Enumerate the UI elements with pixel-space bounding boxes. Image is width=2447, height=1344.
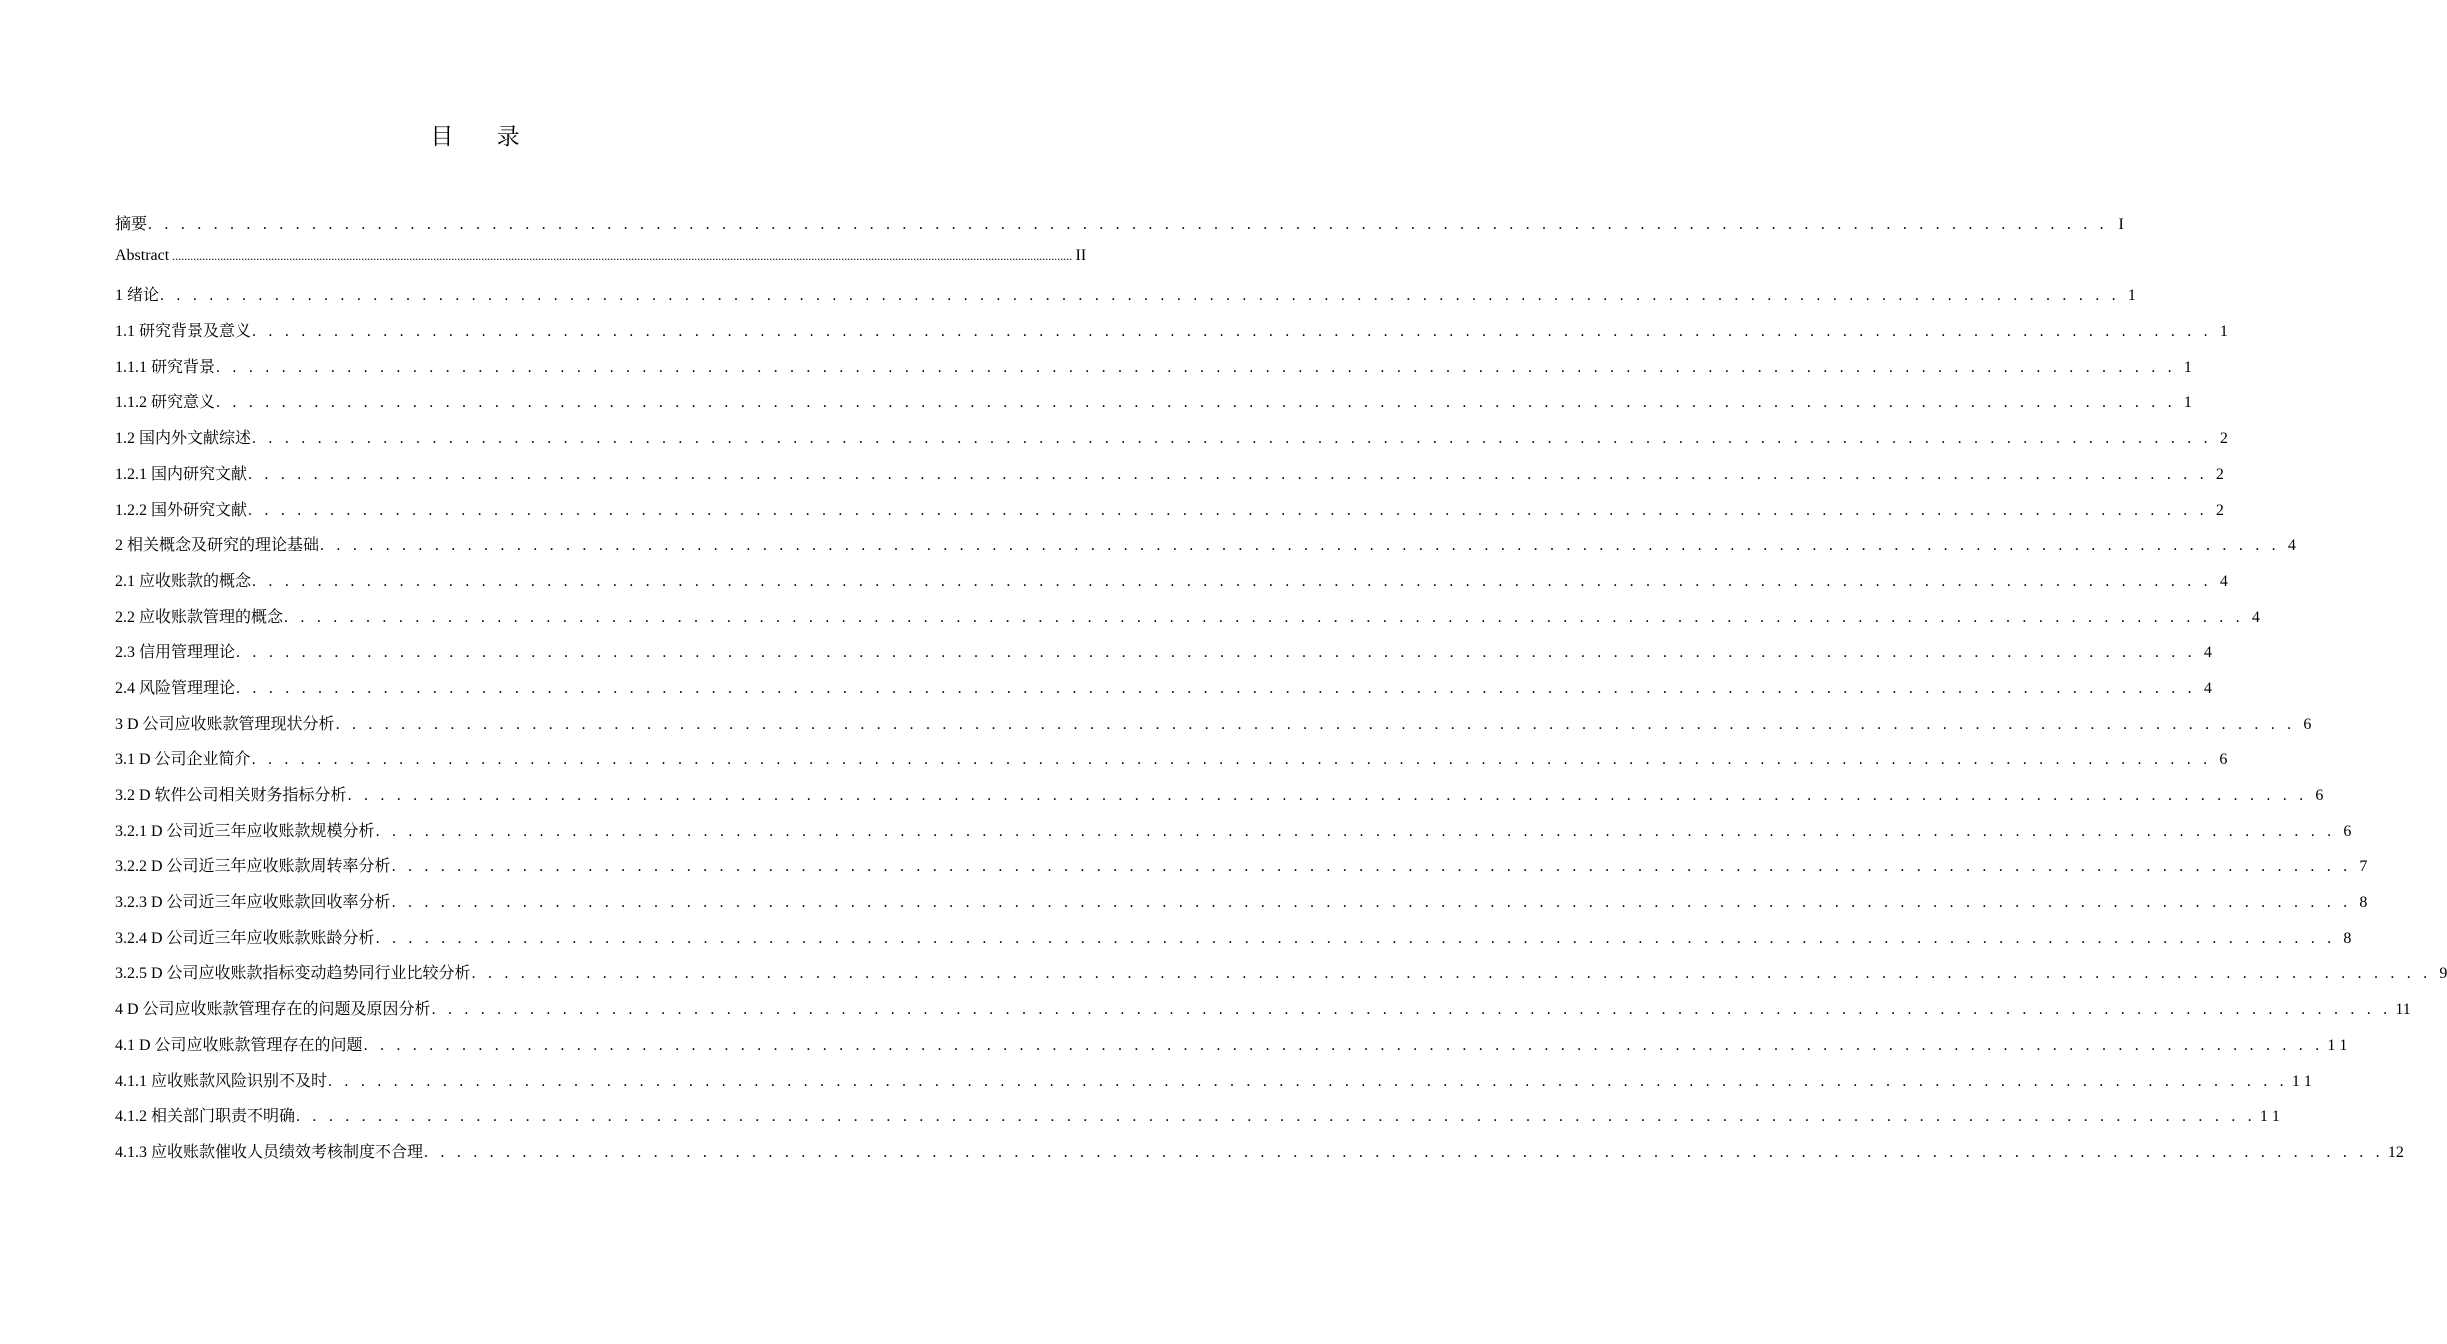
toc-entry[interactable] bbox=[115, 1139, 2404, 1175]
toc-dot-leader: . . . . . . . . . . . . . . . . . . . . . . . . . . . . . . . . . . . . . . . . . . . . . . . . . . . . . . . . . . . . . . . . . . . . . . . . . . . . . . . . . . . . . . . . . . . . . . . . . . . . . . . . . . . . . . . . . . . . . . . . bbox=[148, 216, 2108, 233]
toc-entry[interactable] bbox=[115, 675, 2212, 711]
toc-dot-leader: . . . . . . . . . . . . . . . . . . . . . . . . . . . . . . . . . . . . . . . . . . . . . . . . . . . . . . . . . . . . . . . . . . . . . . . . . . . . . . . . . . . . . . . . . . . . . . . . . . . . . . . . . . . . . . . . . . . . . . . . bbox=[248, 501, 2208, 519]
toc-entry-label: 3.2.1 D 公司近三年应收账款规模分析 bbox=[115, 822, 375, 840]
toc-entry-label: 1.2.1 国内研究文献 bbox=[115, 465, 248, 483]
toc-entry-page-number: 1 bbox=[2183, 358, 2192, 376]
toc-entry[interactable] bbox=[115, 818, 2352, 854]
toc-entry[interactable] bbox=[115, 996, 2411, 1032]
toc-entry-page-number: 6 bbox=[2219, 751, 2228, 769]
toc-entry-page-number: 1 bbox=[2127, 287, 2136, 305]
toc-dot-leader: . . . . . . . . . . . . . . . . . . . . . . . . . . . . . . . . . . . . . . . . . . . . . . . . . . . . . . . . . . . . . . . . . . . . . . . . . . . . . . . . . . . . . . . . . . . . . . . . . . . . . . . . . . . . . . . . . . . . . . . . bbox=[160, 287, 2120, 305]
toc-entry-label: 2.3 信用管理理论 bbox=[115, 644, 236, 662]
toc-entry-label: 1.1 研究背景及意义 bbox=[115, 323, 252, 341]
toc-entry[interactable] bbox=[115, 1103, 2280, 1139]
toc-entry-page-number: 1 bbox=[2219, 323, 2228, 341]
toc-dot-leader: . . . . . . . . . . . . . . . . . . . . . . . . . . . . . . . . . . . . . . . . . . . . . . . . . . . . . . . . . . . . . . . . . . . . . . . . . . . . . . . . . . . . . . . . . . . . . . . . . . . . . . . . . . . . . . . . . . . . . . . . bbox=[252, 430, 2212, 448]
toc-entry-label: 3.2.4 D 公司近三年应收账款账龄分析 bbox=[115, 929, 375, 947]
page-title: 目 录 bbox=[430, 124, 538, 150]
toc-entry[interactable] bbox=[115, 639, 2212, 675]
toc-entry[interactable] bbox=[115, 532, 2296, 568]
toc-entry-label: 3.1 D 公司企业简介 bbox=[115, 751, 251, 769]
toc-entry[interactable] bbox=[115, 853, 2368, 889]
toc-entry-label: 2.1 应收账款的概念 bbox=[115, 572, 252, 590]
toc-dot-leader: . . . . . . . . . . . . . . . . . . . . . . . . . . . . . . . . . . . . . . . . . . . . . . . . . . . . . . . . . . . . . . . . . . . . . . . . . . . . . . . . . . . . . . . . . . . . . . . . . . . . . . . . . . . . . . . . . . . . . . . . bbox=[391, 894, 2352, 912]
toc-entry-label: 摘要 bbox=[115, 216, 148, 233]
toc-entry-label: 3.2.3 D 公司近三年应收账款回收率分析 bbox=[115, 894, 391, 912]
toc-entry-label: 3.2 D 软件公司相关财务指标分析 bbox=[115, 787, 347, 804]
toc-entry-label: 2.2 应收账款管理的概念 bbox=[115, 608, 284, 626]
toc-entry-page-number: 2 bbox=[2215, 501, 2224, 519]
toc-dot-leader: . . . . . . . . . . . . . . . . . . . . . . . . . . . . . . . . . . . . . . . . . . . . . . . . . . . . . . . . . . . . . . . . . . . . . . . . . . . . . . . . . . . . . . . . . . . . . . . . . . . . . . . . . . . . . . . . . . . . . . . . bbox=[252, 323, 2212, 341]
toc-entry[interactable] bbox=[115, 282, 2136, 318]
toc-entry[interactable] bbox=[115, 497, 2224, 533]
toc-entry-page-number: 9 bbox=[2439, 965, 2447, 983]
toc-entry-page-number: 2 bbox=[2215, 465, 2224, 483]
toc-entry-page-number: 4 bbox=[2203, 679, 2212, 697]
toc-entry[interactable] bbox=[115, 568, 2228, 604]
toc-entry-label: 4.1.3 应收账款催收人员绩效考核制度不合理 bbox=[115, 1143, 424, 1161]
toc-entry[interactable] bbox=[115, 1032, 2348, 1068]
toc-entry-page-number: 1 1 bbox=[2259, 1108, 2280, 1126]
toc-dot-leader: . . . . . . . . . . . . . . . . . . . . . . . . . . . . . . . . . . . . . . . . . . . . . . . . . . . . . . . . . . . . . . . . . . . . . . . . . . . . . . . . . . . . . . . . . . . . . . . . . . . . . . . . . . . . . . . . . . . . . . . . bbox=[236, 644, 2196, 662]
toc-entry[interactable] bbox=[115, 604, 2260, 640]
toc-entry[interactable] bbox=[115, 246, 1087, 283]
toc-entry[interactable] bbox=[115, 960, 2447, 996]
toc-entry[interactable] bbox=[115, 211, 2124, 247]
toc-entry-page-number: 6 bbox=[2303, 715, 2312, 733]
toc-entry-label: 1.1.2 研究意义 bbox=[115, 394, 216, 412]
toc-dot-leader: . . . . . . . . . . . . . . . . . . . . . . . . . . . . . . . . . . . . . . . . . . . . . . . . . . . . . . . . . . . . . . . . . . . . . . . . . . . . . . . . . . . . . . . . . . . . . . . . . . . . . . . . . . . . . . . . . . . . . . . . bbox=[347, 787, 2308, 804]
toc-entry-label: 3 D 公司应收账款管理现状分析 bbox=[115, 715, 335, 733]
toc-entry-page-number: II bbox=[1075, 246, 1087, 264]
toc-entry-page-number: 4 bbox=[2219, 572, 2228, 590]
toc-entry[interactable] bbox=[115, 889, 2368, 925]
toc-dot-leader: . . . . . . . . . . . . . . . . . . . . . . . . . . . . . . . . . . . . . . . . . . . . . . . . . . . . . . . . . . . . . . . . . . . . . . . . . . . . . . . . . . . . . . . . . . . . . . . . . . . . . . . . . . . . . . . . . . . . . . . . bbox=[252, 572, 2212, 590]
toc-dot-leader: ............................................................................................................................................................................................................................................................................................................ bbox=[172, 248, 1073, 263]
toc-dot-leader: . . . . . . . . . . . . . . . . . . . . . . . . . . . . . . . . . . . . . . . . . . . . . . . . . . . . . . . . . . . . . . . . . . . . . . . . . . . . . . . . . . . . . . . . . . . . . . . . . . . . . . . . . . . . . . . . . . . . . . . . bbox=[328, 1072, 2288, 1090]
toc-entry-page-number: 8 bbox=[2359, 894, 2368, 912]
toc-dot-leader: . . . . . . . . . . . . . . . . . . . . . . . . . . . . . . . . . . . . . . . . . . . . . . . . . . . . . . . . . . . . . . . . . . . . . . . . . . . . . . . . . . . . . . . . . . . . . . . . . . . . . . . . . . . . . . . . . . . . . . . . bbox=[471, 965, 2432, 983]
toc-entry-label: 4.1.1 应收账款风险识别不及时 bbox=[115, 1072, 328, 1090]
toc-entry-label: 4.1.2 相关部门职责不明确 bbox=[115, 1108, 296, 1126]
toc-dot-leader: . . . . . . . . . . . . . . . . . . . . . . . . . . . . . . . . . . . . . . . . . . . . . . . . . . . . . . . . . . . . . . . . . . . . . . . . . . . . . . . . . . . . . . . . . . . . . . . . . . . . . . . . . . . . . . . . . . . . . . . . bbox=[375, 929, 2336, 947]
table-of-contents bbox=[115, 211, 2447, 1175]
toc-entry-page-number: I bbox=[2118, 216, 2124, 233]
toc-entry[interactable] bbox=[115, 389, 2192, 425]
toc-entry-label: 1.2.2 国外研究文献 bbox=[115, 501, 248, 519]
toc-entry-label: 2 相关概念及研究的理论基础 bbox=[115, 537, 320, 555]
toc-entry-label: Abstract bbox=[115, 246, 170, 264]
toc-dot-leader: . . . . . . . . . . . . . . . . . . . . . . . . . . . . . . . . . . . . . . . . . . . . . . . . . . . . . . . . . . . . . . . . . . . . . . . . . . . . . . . . . . . . . . . . . . . . . . . . . . . . . . . . . . . . . . . . . . . . . . . . bbox=[251, 751, 2212, 769]
toc-entry-page-number: 1 1 bbox=[2291, 1072, 2312, 1090]
toc-entry-label: 3.2.2 D 公司近三年应收账款周转率分析 bbox=[115, 858, 391, 876]
toc-entry-page-number: 11 bbox=[2395, 1001, 2411, 1019]
toc-entry-page-number: 6 bbox=[2343, 822, 2352, 840]
toc-entry-page-number: 6 bbox=[2315, 787, 2324, 804]
toc-dot-leader: . . . . . . . . . . . . . . . . . . . . . . . . . . . . . . . . . . . . . . . . . . . . . . . . . . . . . . . . . . . . . . . . . . . . . . . . . . . . . . . . . . . . . . . . . . . . . . . . . . . . . . . . . . . . . . . . . . . . . . . . bbox=[248, 465, 2208, 483]
toc-entry-page-number: 4 bbox=[2287, 537, 2296, 555]
toc-dot-leader: . . . . . . . . . . . . . . . . . . . . . . . . . . . . . . . . . . . . . . . . . . . . . . . . . . . . . . . . . . . . . . . . . . . . . . . . . . . . . . . . . . . . . . . . . . . . . . . . . . . . . . . . . . . . . . . . . . . . . . . . bbox=[375, 822, 2336, 840]
toc-entry-page-number: 12 bbox=[2387, 1143, 2404, 1161]
toc-entry[interactable] bbox=[115, 782, 2324, 818]
toc-entry-label: 1.2 国内外文献综述 bbox=[115, 430, 252, 448]
toc-entry-label: 3.2.5 D 公司应收账款指标变动趋势同行业比较分析 bbox=[115, 965, 471, 983]
toc-entry[interactable] bbox=[115, 925, 2352, 961]
toc-dot-leader: . . . . . . . . . . . . . . . . . . . . . . . . . . . . . . . . . . . . . . . . . . . . . . . . . . . . . . . . . . . . . . . . . . . . . . . . . . . . . . . . . . . . . . . . . . . . . . . . . . . . . . . . . . . . . . . . . . . . . . . . bbox=[335, 715, 2296, 733]
toc-dot-leader: . . . . . . . . . . . . . . . . . . . . . . . . . . . . . . . . . . . . . . . . . . . . . . . . . . . . . . . . . . . . . . . . . . . . . . . . . . . . . . . . . . . . . . . . . . . . . . . . . . . . . . . . . . . . . . . . . . . . . . . . bbox=[216, 358, 2176, 376]
toc-dot-leader: . . . . . . . . . . . . . . . . . . . . . . . . . . . . . . . . . . . . . . . . . . . . . . . . . . . . . . . . . . . . . . . . . . . . . . . . . . . . . . . . . . . . . . . . . . . . . . . . . . . . . . . . . . . . . . . . . . . . . . . . bbox=[320, 537, 2280, 555]
toc-entry[interactable] bbox=[115, 461, 2224, 497]
toc-dot-leader: . . . . . . . . . . . . . . . . . . . . . . . . . . . . . . . . . . . . . . . . . . . . . . . . . . . . . . . . . . . . . . . . . . . . . . . . . . . . . . . . . . . . . . . . . . . . . . . . . . . . . . . . . . . . . . . . . . . . . . . . bbox=[216, 394, 2176, 412]
toc-entry[interactable] bbox=[115, 318, 2228, 354]
toc-entry-page-number: 1 bbox=[2183, 394, 2192, 412]
toc-entry[interactable] bbox=[115, 425, 2228, 461]
toc-dot-leader: . . . . . . . . . . . . . . . . . . . . . . . . . . . . . . . . . . . . . . . . . . . . . . . . . . . . . . . . . . . . . . . . . . . . . . . . . . . . . . . . . . . . . . . . . . . . . . . . . . . . . . . . . . . . . . . . . . . . . . . . bbox=[363, 1036, 2324, 1054]
toc-entry-label: 1.1.1 研究背景 bbox=[115, 358, 216, 376]
toc-entry-page-number: 4 bbox=[2203, 644, 2212, 662]
toc-entry[interactable] bbox=[115, 1068, 2312, 1104]
toc-entry[interactable] bbox=[115, 354, 2192, 390]
toc-entry[interactable] bbox=[115, 746, 2228, 782]
toc-entry-label: 2.4 风险管理理论 bbox=[115, 679, 236, 697]
toc-dot-leader: . . . . . . . . . . . . . . . . . . . . . . . . . . . . . . . . . . . . . . . . . . . . . . . . . . . . . . . . . . . . . . . . . . . . . . . . . . . . . . . . . . . . . . . . . . . . . . . . . . . . . . . . . . . . . . . . . . . . . . . . bbox=[296, 1108, 2256, 1126]
toc-dot-leader: . . . . . . . . . . . . . . . . . . . . . . . . . . . . . . . . . . . . . . . . . . . . . . . . . . . . . . . . . . . . . . . . . . . . . . . . . . . . . . . . . . . . . . . . . . . . . . . . . . . . . . . . . . . . . . . . . . . . . . . . bbox=[431, 1001, 2392, 1019]
toc-entry-page-number: 8 bbox=[2343, 929, 2352, 947]
toc-entry[interactable] bbox=[115, 711, 2312, 747]
toc-entry-label: 4.1 D 公司应收账款管理存在的问题 bbox=[115, 1036, 363, 1054]
toc-dot-leader: . . . . . . . . . . . . . . . . . . . . . . . . . . . . . . . . . . . . . . . . . . . . . . . . . . . . . . . . . . . . . . . . . . . . . . . . . . . . . . . . . . . . . . . . . . . . . . . . . . . . . . . . . . . . . . . . . . . . . . . . bbox=[424, 1143, 2384, 1161]
toc-entry-label: 1 绪论 bbox=[115, 287, 160, 305]
toc-entry-page-number: 2 bbox=[2219, 430, 2228, 448]
toc-dot-leader: . . . . . . . . . . . . . . . . . . . . . . . . . . . . . . . . . . . . . . . . . . . . . . . . . . . . . . . . . . . . . . . . . . . . . . . . . . . . . . . . . . . . . . . . . . . . . . . . . . . . . . . . . . . . . . . . . . . . . . . . bbox=[236, 679, 2196, 697]
toc-entry-page-number: 4 bbox=[2251, 608, 2260, 626]
toc-entry-page-number: 7 bbox=[2359, 858, 2368, 876]
toc-dot-leader: . . . . . . . . . . . . . . . . . . . . . . . . . . . . . . . . . . . . . . . . . . . . . . . . . . . . . . . . . . . . . . . . . . . . . . . . . . . . . . . . . . . . . . . . . . . . . . . . . . . . . . . . . . . . . . . . . . . . . . . . bbox=[284, 608, 2244, 626]
toc-entry-page-number: 1 1 bbox=[2327, 1036, 2348, 1054]
toc-entry-label: 4 D 公司应收账款管理存在的问题及原因分析 bbox=[115, 1001, 431, 1019]
toc-dot-leader: . . . . . . . . . . . . . . . . . . . . . . . . . . . . . . . . . . . . . . . . . . . . . . . . . . . . . . . . . . . . . . . . . . . . . . . . . . . . . . . . . . . . . . . . . . . . . . . . . . . . . . . . . . . . . . . . . . . . . . . . bbox=[391, 858, 2352, 876]
